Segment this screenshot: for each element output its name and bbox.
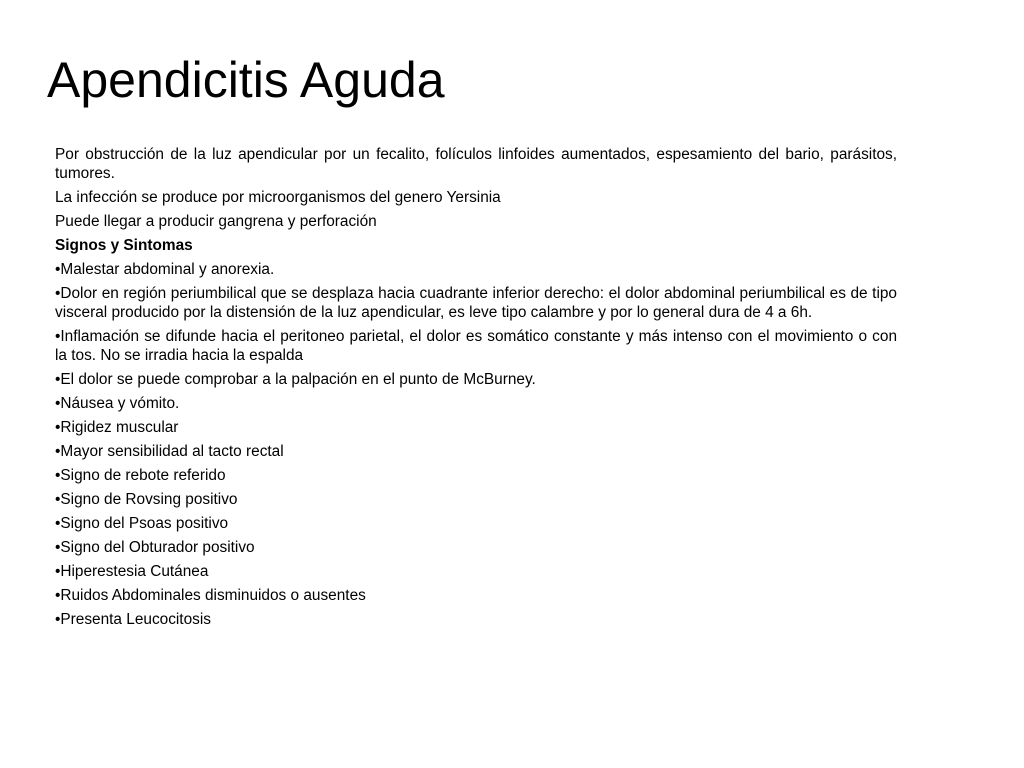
slide-title: Apendicitis Aguda [47,52,445,108]
bullet-item: •El dolor se puede comprobar a la palpación en el punto de McBurney. [55,371,536,388]
bullet-item: •Náusea y vómito. [55,395,180,412]
bullet-item: •Signo del Psoas positivo [55,515,229,532]
bullet-item: •Mayor sensibilidad al tacto rectal [55,443,284,460]
bullet-item: •Hiperestesia Cutánea [55,563,209,580]
bullet-item: •Ruidos Abdominales disminuidos o ausentes [55,587,366,604]
intro-paragraph-cause: Por obstrucción de la luz apendicular por un fecalito, folículos linfoides aumentados, espesamiento del bario, parásitos, tumores. [55,146,897,182]
bullet-item: •Malestar abdominal y anorexia. [55,261,275,278]
bullet-item: •Signo de Rovsing positivo [55,491,238,508]
bullet-item: •Dolor en región periumbilical que se desplaza hacia cuadrante inferior derecho: el dolor abdominal periumbilical es de tipo visceral producido por la distensión de la luz apendicular, es leve tipo calambre y por lo general dura de 4 a 6h. [55,285,897,321]
signs-heading: Signos y Sintomas [55,237,193,254]
intro-paragraph-infection: La infección se produce por microorganismos del genero Yersinia [55,189,501,206]
bullet-item: •Signo de rebote referido [55,467,226,484]
bullet-item: •Rigidez muscular [55,419,179,436]
intro-paragraph-complication: Puede llegar a producir gangrena y perforación [55,213,377,230]
slide-body [55,145,897,634]
bullet-item: •Presenta Leucocitosis [55,611,211,628]
bullet-item: •Signo del Obturador positivo [55,539,255,556]
bullet-item: •Inflamación se difunde hacia el peritoneo parietal, el dolor es somático constante y más intenso con el movimiento o con la tos. No se irradia hacia la espalda [55,328,897,364]
